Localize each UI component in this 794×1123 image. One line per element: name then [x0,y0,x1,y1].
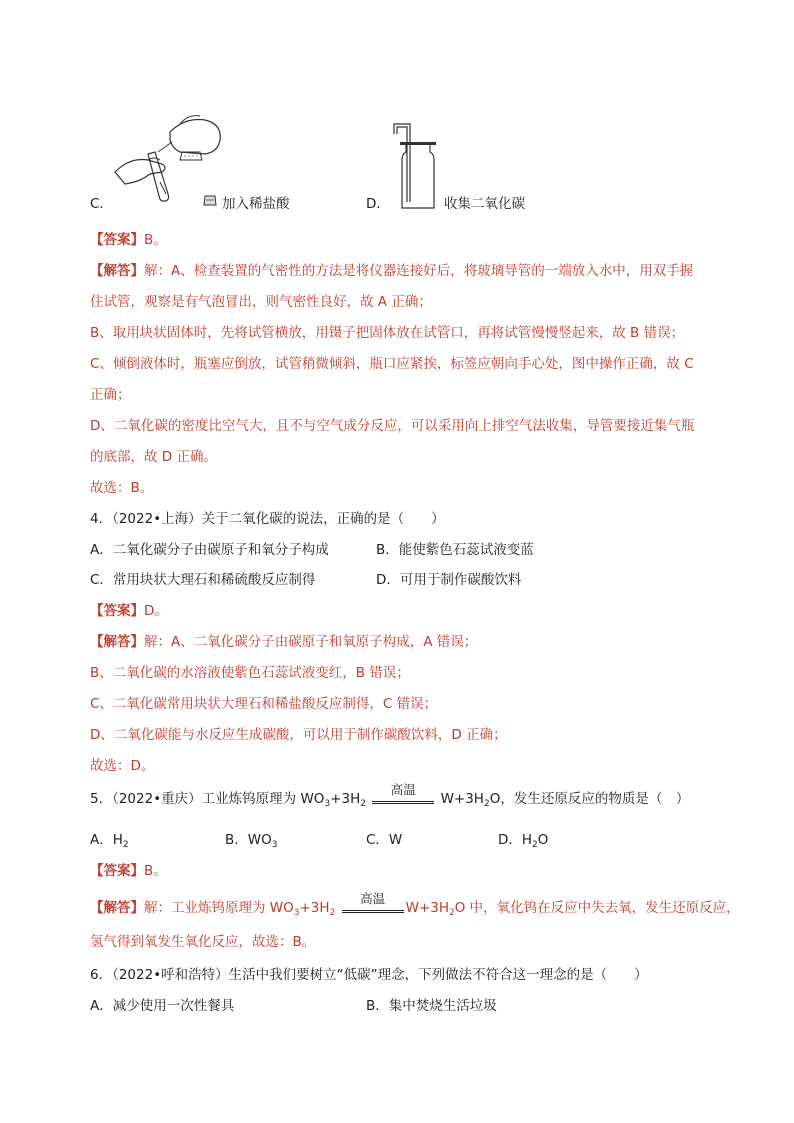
gas-collecting-bottle-illustration [392,122,442,212]
q4-option-d: D．可用于制作碳酸饮料 [376,572,522,588]
q5-stem-pre: 5．（2022•重庆）工业炼钨原理为 WO [90,791,325,807]
analysis-tag: 【解答】 [90,634,144,650]
q6-option-a: A．减少使用一次性餐具 [90,998,235,1014]
q4-analysis-line-2: B、二氧化碳的水溶液使紫色石蕊试液变红，B 错误； [90,665,410,681]
q4-option-a: A．二氧化碳分子由碳原子和氧分子构成 [90,542,329,558]
q3-option-c-letter: C． [90,196,113,212]
reaction-arrow [370,782,436,808]
q3-option-d-letter: D． [366,196,390,212]
q4-stem: 4．（2022•上海）关于二氧化碳的说法，正确的是（ ） [90,511,445,527]
q6-stem: 6．（2022•呼和浩特）生活中我们要树立“低碳”理念，下列做法不符合这一理念的是（ ） [90,967,648,983]
q3-analysis-line-5: 正确； [90,387,131,403]
analysis-tag: 【解答】 [90,900,144,916]
bottle-stopper-icon [202,194,218,208]
q4-analysis-line-1 [90,633,477,651]
hand-pouring-illustration [110,112,230,207]
analysis-text-post: O 中，氧化钨在反应中失去氧，发生还原反应， [454,900,740,916]
q3-conclusion: 故选：B。 [90,480,154,496]
q3-analysis-line-7: 的底部，故 D 正确。 [90,449,217,465]
reaction-condition: 高温 [390,782,416,797]
q4-option-b: B．能使紫色石蕊试液变蓝 [376,542,534,558]
answer-value: B。 [144,863,167,879]
q3-option-d-caption: 收集二氧化碳 [444,196,525,212]
analysis-text: 解：A、二氧化碳分子由碳原子和氧原子构成，A 错误； [144,634,478,650]
q6-option-b: B．集中焚烧生活垃圾 [366,998,497,1014]
answer-tag: 【答案】 [90,603,144,619]
subscript: 2 [483,799,490,809]
q4-analysis-line-3: C、二氧化碳常用块状大理石和稀盐酸反应制得，C 错误； [90,696,438,712]
subscript: 3 [324,799,331,809]
analysis-tag: 【解答】 [90,263,144,279]
q5-option-b: B．$WO_3$ [225,832,278,850]
reaction-condition: 高温 [360,891,386,906]
q5-option-d: D．$H_2O$ [498,832,549,850]
answer-value: D。 [144,603,168,619]
reaction-arrow [340,891,406,917]
q5-product-pre: W+3H [440,791,484,807]
q5-analysis-line-2: 氢气得到氧发生氧化反应，故选：B。 [90,934,316,950]
q3-analysis-line-6: D、二氧化碳的密度比空气大，且不与空气成分反应，可以采用向上排空气法收集，导管要接近集气瓶 [90,418,695,434]
q4-option-c: C．常用块状大理石和稀硫酸反应制得 [90,572,316,588]
subscript: 2 [360,799,366,809]
q5-product-mid: O，发生还原反应的物质是（ ） [489,791,690,807]
q5-stem [90,782,690,813]
analysis-text: 解：A、检查装置的气密性的方法是将仪器连接好后，将玻璃导管的一端放入水中，用双手握 [144,263,694,279]
q3-analysis-line-4: C、倾倒液体时，瓶塞应倒放，试管稍微倾斜，瓶口应紧挨，标签应朝向手心处，图中操作正确，故 C [90,356,694,372]
q5-option-a: A．$H_2$ [90,832,129,850]
q5-analysis-line-1: 【解答】解：工业炼钨原理为 $WO_3+3H_2$ 高温 $W+3H_2O$ 中，氧化钨在反应中失去氧，发生还原反应， [90,891,740,918]
q3-analysis-line-1 [90,262,693,280]
q3-answer [90,231,167,249]
q3-analysis-line-2: 住试管，观察是有气泡冒出，则气密性良好，故 A 正确； [90,294,432,310]
q4-answer [90,602,168,620]
answer-value: B。 [144,232,167,248]
analysis-text-pre: 解：工业炼钨原理为 WO [144,900,294,916]
q3-option-c-caption: 加入稀盐酸 [222,196,290,212]
q5-plus-h: +3H [330,791,361,807]
answer-tag: 【答案】 [90,863,144,879]
q4-conclusion: 故选：D。 [90,758,155,774]
q5-answer [90,862,167,880]
q3-analysis-line-3: B、取用块状固体时，先将试管横放，用镊子把固体放在试管口，再将试管慢慢竖起来，故 B 错误； [90,325,685,341]
q4-analysis-line-4: D、二氧化碳能与水反应生成碳酸，可以用于制作碳酸饮料，D 正确； [90,727,507,743]
answer-tag: 【答案】 [90,232,144,248]
q5-option-c: C．W [366,832,403,848]
